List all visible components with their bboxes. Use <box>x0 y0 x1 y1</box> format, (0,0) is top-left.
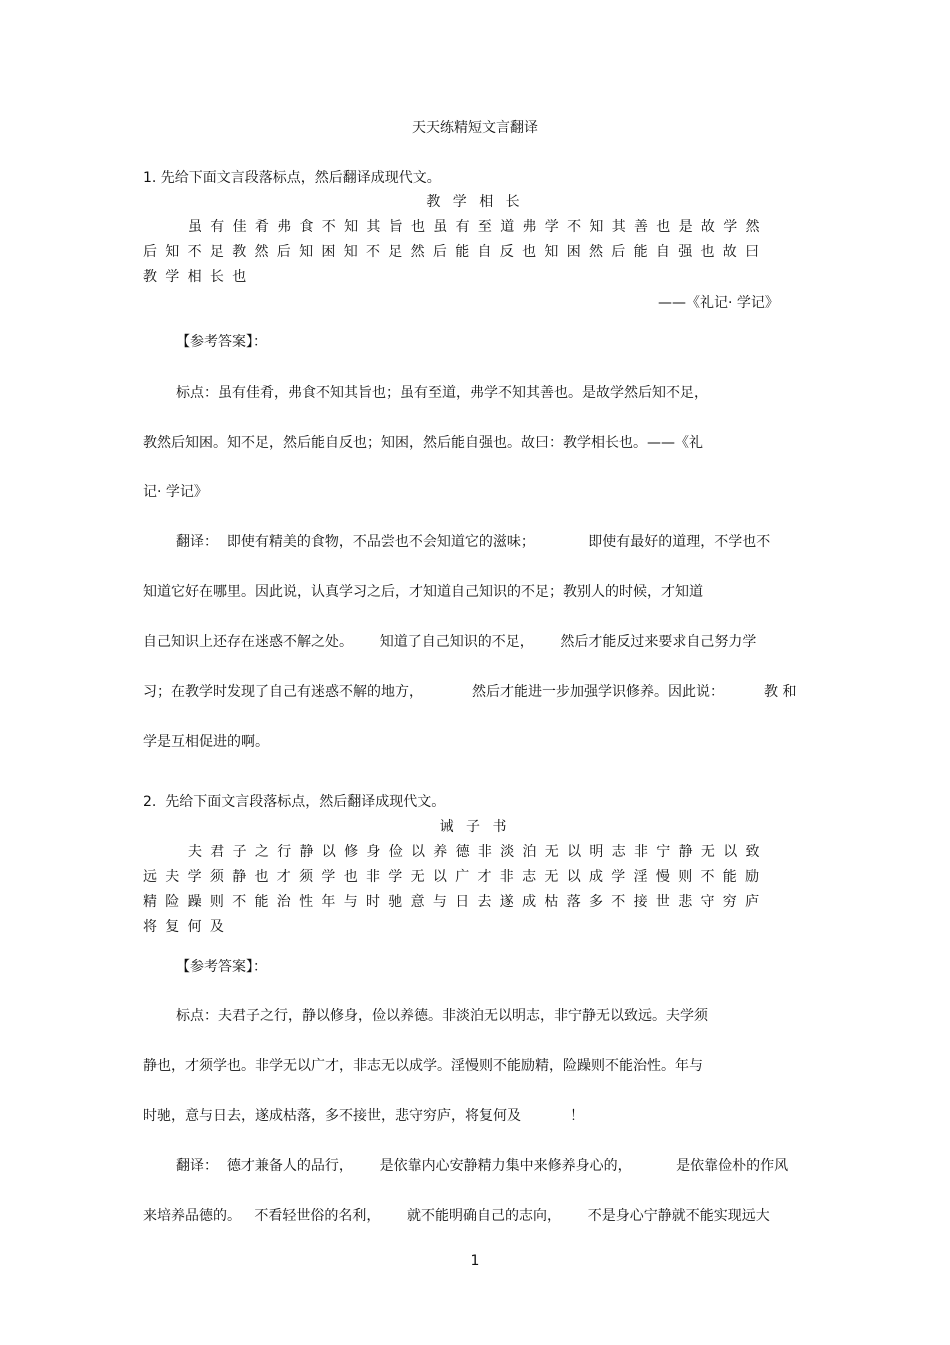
q1-punct-line: 标点：虽有佳肴，弗食不知其旨也；虽有至道，弗学不知其善也。是故学然后知不足， <box>176 385 708 401</box>
q1-answer-label: 【参考答案】： <box>176 334 267 350</box>
q1-translation-line: 自己知识上还存在迷惑不解之处。 知道了自己知识的不足， 然后才能反过来要求自己努力学 <box>143 634 757 650</box>
q2-raw-line: 夫君子之行静以修身俭以养德非淡泊无以明志非宁静无以致 <box>188 844 768 860</box>
q2-heading: 诫 子 书 <box>439 819 511 835</box>
q2-prompt: 2. 先给下面文言段落标点，然后翻译成现代文。 <box>143 794 446 810</box>
page-number: 1 <box>470 1253 480 1269</box>
q1-prompt: 1. 先给下面文言段落标点，然后翻译成现代文。 <box>143 170 441 186</box>
q2-raw-line: 精险躁则不能治性年与时驰意与日去遂成枯落多不接世悲守穷庐 <box>143 894 768 910</box>
q1-translation-line: 习；在教学时发现了自己有迷惑不解的地方， 然后才能进一步加强学识修养。因此说： 教 和 <box>143 684 797 700</box>
q2-raw-line: 远夫学须静也才须学也非学无以广才非志无以成学淫慢则不能励 <box>143 869 768 885</box>
document-title: 天天练精短文言翻译 <box>412 120 538 136</box>
q1-translation-line: 翻译： 即使有精美的食物，不品尝也不会知道它的滋味； 即使有最好的道理，不学也不 <box>176 534 771 550</box>
q2-translation-line: 翻译： 德才兼备人的品行， 是依靠内心安静精力集中来修养身心的， 是依靠俭朴的作风 <box>176 1158 789 1174</box>
q1-translation-line: 知道它好在哪里。因此说，认真学习之后，才知道自己知识的不足；教别人的时候，才知道 <box>143 584 703 600</box>
q2-punct-line: 标点：夫君子之行，静以修身，俭以养德。非淡泊无以明志，非宁静无以致远。夫学须 <box>176 1008 708 1024</box>
q1-raw-line: 教学相长也 <box>143 269 255 285</box>
q1-raw-line: 后知不足教然后知困知不足然后能自反也知困然后能自强也故曰 <box>143 244 768 260</box>
q2-raw-line: 将复何及 <box>143 919 233 935</box>
q2-punct-line: 时驰，意与日去，遂成枯落，多不接世，悲守穷庐，将复何及 ！ <box>143 1108 584 1124</box>
q1-heading: 教 学 相 长 <box>426 194 524 210</box>
q2-punct-line: 静也，才须学也。非学无以广才，非志无以成学。淫慢则不能励精，险躁则不能治性。年与 <box>143 1058 703 1074</box>
q1-source: ——《礼记· 学记》 <box>658 295 779 311</box>
q2-translation-line: 来培养品德的。 不看轻世俗的名利， 就不能明确自己的志向， 不是身心宁静就不能实现远大 <box>143 1208 770 1224</box>
q1-translation-line: 学是互相促进的啊。 <box>143 734 269 750</box>
q1-punct-line: 教然后知困。知不足，然后能自反也；知困，然后能自强也。故曰：教学相长也。——《礼 <box>143 435 703 451</box>
q2-answer-label: 【参考答案】： <box>176 959 267 975</box>
q1-punct-line: 记· 学记》 <box>143 484 208 500</box>
q1-raw-line: 虽有佳肴弗食不知其旨也虽有至道弗学不知其善也是故学然 <box>188 219 768 235</box>
